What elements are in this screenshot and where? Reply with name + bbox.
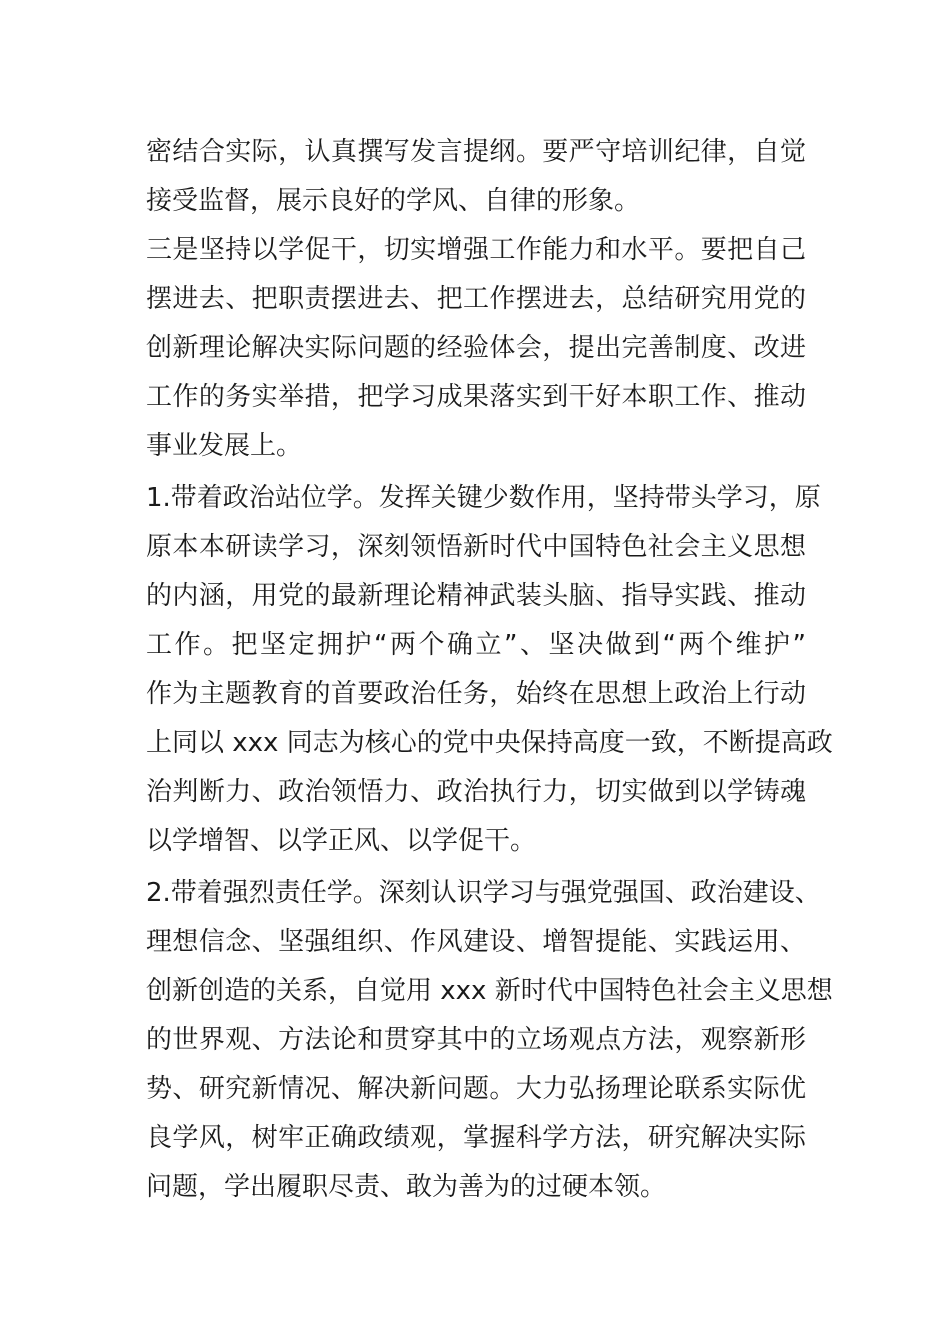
text-line: 治判断力、政治领悟力、政治执行力，切实做到以学铸魂 xyxy=(146,777,806,807)
text-line: 2.带着强烈责任学。深刻认识学习与强党强国、政治建设、 xyxy=(146,878,821,908)
text-line: 问题，学出履职尽责、敢为善为的过硬本领。 xyxy=(146,1172,667,1202)
text-line: 势、研究新情况、解决新问题。大力弘扬理论联系实际优 xyxy=(146,1074,806,1104)
text-line: 摆进去、把职责摆进去、把工作摆进去，总结研究用党的 xyxy=(146,284,806,314)
text-line: 1.带着政治站位学。发挥关键少数作用，坚持带头学习，原 xyxy=(146,483,821,513)
text-line: 事业发展上。 xyxy=(146,431,303,461)
text-line: 工作的务实举措，把学习成果落实到干好本职工作、推动 xyxy=(146,382,806,412)
text-line: 接受监督，展示良好的学风、自律的形象。 xyxy=(146,186,641,216)
text-line: 密结合实际，认真撰写发言提纲。要严守培训纪律，自觉 xyxy=(146,137,806,167)
text-line: 上同以 xxx 同志为核心的党中央保持高度一致，不断提高政 xyxy=(146,728,833,758)
text-line: 的世界观、方法论和贯穿其中的立场观点方法，观察新形 xyxy=(146,1025,806,1055)
text-line: 创新创造的关系，自觉用 xxx 新时代中国特色社会主义思想 xyxy=(146,976,833,1006)
text-line: 创新理论解决实际问题的经验体会，提出完善制度、改进 xyxy=(146,333,806,363)
text-line: 工作。把坚定拥护“两个确立”、坚决做到“两个维护” xyxy=(146,630,806,660)
text-line: 作为主题教育的首要政治任务，始终在思想上政治上行动 xyxy=(146,679,806,709)
text-line: 以学增智、以学正风、以学促干。 xyxy=(146,826,537,856)
text-line: 良学风，树牢正确政绩观，掌握科学方法，研究解决实际 xyxy=(146,1123,806,1153)
text-line: 的内涵，用党的最新理论精神武装头脑、指导实践、推动 xyxy=(146,581,806,611)
text-line: 三是坚持以学促干，切实增强工作能力和水平。要把自己 xyxy=(146,235,806,265)
text-line: 原本本研读学习，深刻领悟新时代中国特色社会主义思想 xyxy=(146,532,806,562)
text-line: 理想信念、坚强组织、作风建设、增智提能、实践运用、 xyxy=(146,927,806,957)
